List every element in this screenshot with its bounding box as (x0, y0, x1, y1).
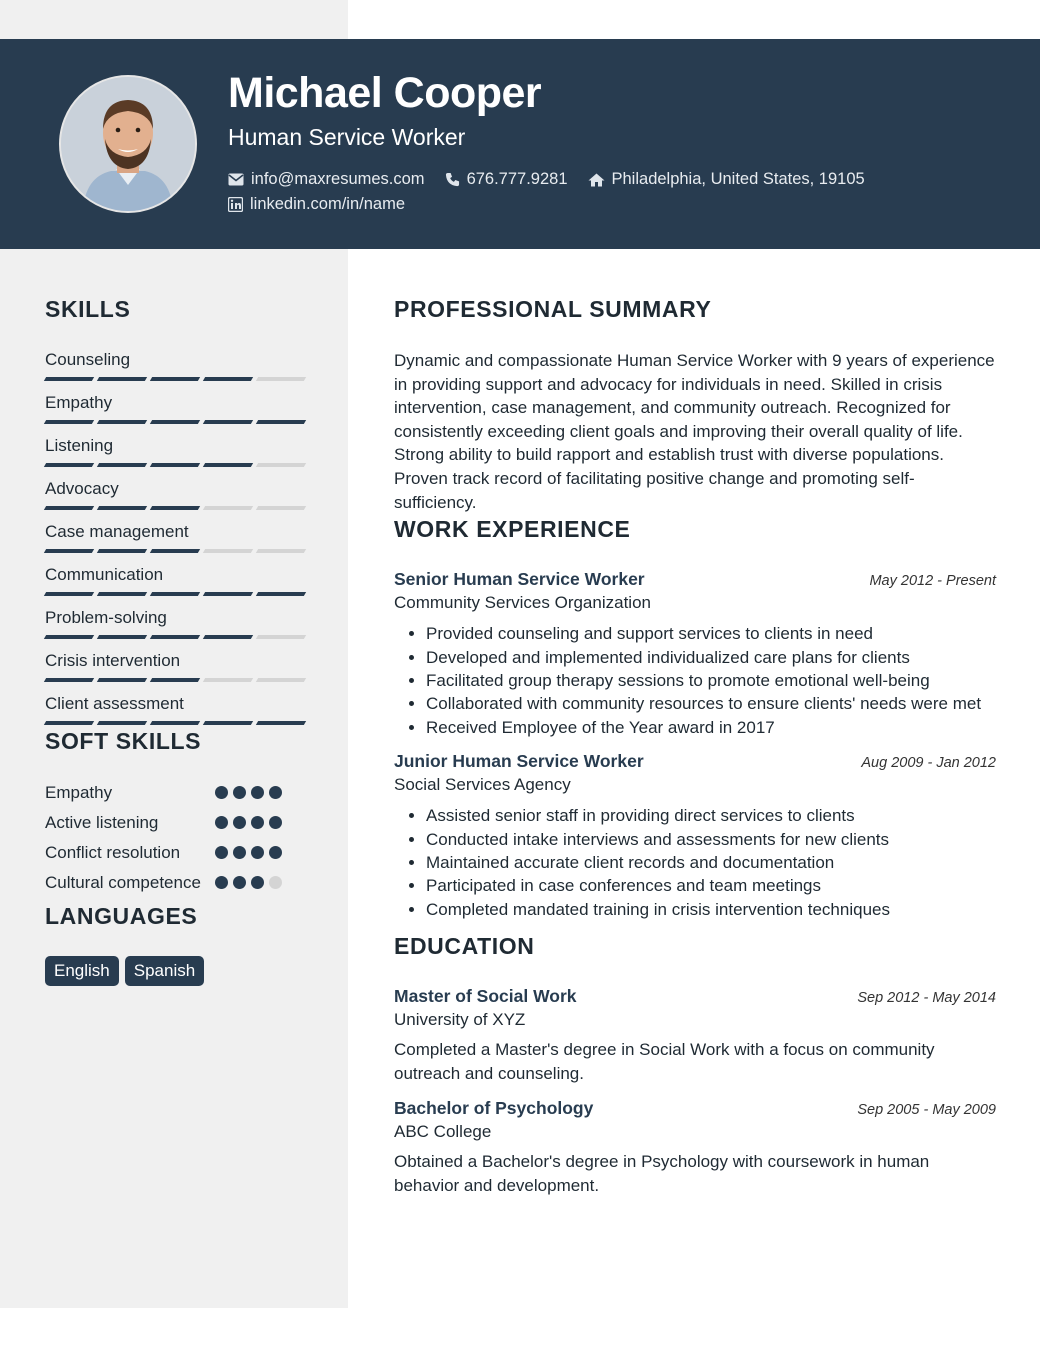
skill-item (45, 521, 305, 553)
contact-email[interactable] (228, 170, 425, 189)
phone-text: 676.777.9281 (466, 170, 568, 188)
experience-list (394, 569, 996, 921)
soft-skill-label: Conflict resolution (45, 843, 181, 862)
skill-level-segment (97, 463, 147, 467)
resume-header (0, 39, 1040, 249)
skills-list (45, 349, 305, 725)
skill-level-bar (45, 635, 305, 639)
skill-item (45, 693, 305, 725)
soft-skills-list (45, 781, 305, 895)
skill-level-bar (45, 549, 305, 553)
education-heading: EDUCATION (394, 933, 535, 960)
skill-level-segment (203, 678, 253, 682)
education-date: Sep 2012 - May 2014 (857, 990, 996, 1007)
skill-level-segment (256, 678, 306, 682)
skill-level-segment (203, 592, 253, 596)
skill-level-segment (44, 678, 94, 682)
skill-level-segment (203, 420, 253, 424)
job-bullets (394, 622, 996, 739)
job-entry (394, 751, 996, 921)
soft-skills-heading: SOFT SKILLS (45, 728, 202, 754)
skill-level-bar (45, 420, 305, 424)
skill-item (45, 650, 305, 682)
skill-level-bar (45, 592, 305, 596)
skill-level-segment (44, 635, 94, 639)
skill-item (45, 392, 305, 424)
soft-skill-dot (269, 876, 282, 889)
skill-item (45, 564, 305, 596)
degree-title: Master of Social Work (394, 986, 577, 1007)
skill-level-segment (44, 592, 94, 596)
soft-skill-dot (269, 846, 282, 859)
job-title: Senior Human Service Worker (394, 569, 645, 590)
soft-skill-dot (269, 786, 282, 799)
soft-skill-dot (215, 876, 228, 889)
skill-level-bar (45, 678, 305, 682)
skill-level-segment (203, 635, 253, 639)
skill-level-segment (256, 721, 306, 725)
linkedin-icon (228, 197, 243, 212)
skill-level-segment (44, 506, 94, 510)
soft-skill-dot (215, 816, 228, 829)
contact-location (588, 170, 865, 189)
job-header (394, 751, 996, 772)
job-bullet: • Received Employee of the Year award in 2017 (426, 716, 996, 739)
soft-skill-dots (215, 846, 305, 859)
soft-skill-dots (215, 786, 305, 799)
linkedin-text: linkedin.com/in/name (250, 195, 405, 213)
skill-level-segment (150, 721, 200, 725)
summary-text: Dynamic and compassionate Human Service Worker with 9 years of experience in providing support and advocacy for individuals in need. Skilled in crisis intervention, case management, and community outreach. Recognized for consistently exceeding client goals and improving their overall quality of life. Strong ability to build rapport and establish trust with diverse populations. Proven track record of facilitating positive change and promoting self-sufficiency. (394, 351, 995, 512)
skill-level-segment (44, 549, 94, 553)
soft-skill-dots (215, 816, 305, 829)
contact-linkedin[interactable] (228, 195, 405, 214)
summary-heading: PROFESSIONAL SUMMARY (394, 296, 712, 322)
languages-heading: LANGUAGES (45, 903, 198, 929)
skill-level-segment (203, 463, 253, 467)
skill-level-segment (97, 678, 147, 682)
job-bullet: • Participated in case conferences and team meetings (426, 874, 996, 897)
email-text: info@maxresumes.com (251, 170, 425, 188)
education-entry (394, 986, 996, 1086)
skill-level-segment (97, 635, 147, 639)
job-header (394, 569, 996, 590)
skill-label: Case management (45, 522, 189, 541)
skill-level-segment (256, 635, 306, 639)
skill-level-segment (256, 506, 306, 510)
soft-skill-dot (251, 816, 264, 829)
skill-level-segment (44, 463, 94, 467)
skill-label: Counseling (45, 350, 131, 369)
skill-level-segment (150, 506, 200, 510)
soft-skill-dot (233, 816, 246, 829)
skill-label: Crisis intervention (45, 651, 181, 670)
education-description: Obtained a Bachelor's degree in Psychology with coursework in human behavior and development. (394, 1152, 930, 1196)
soft-skill-item (45, 871, 305, 895)
soft-skill-label: Cultural competence (45, 873, 201, 892)
skill-level-segment (203, 549, 253, 553)
skill-level-segment (256, 592, 306, 596)
soft-skill-dot (233, 846, 246, 859)
skill-level-bar (45, 463, 305, 467)
job-bullet: • Maintained accurate client records and documentation (426, 851, 996, 874)
skill-level-segment (203, 506, 253, 510)
skill-level-segment (256, 377, 306, 381)
skill-level-segment (97, 420, 147, 424)
soft-skill-dot (215, 786, 228, 799)
soft-skill-label: Empathy (45, 783, 113, 802)
skill-level-segment (203, 377, 253, 381)
skill-label: Communication (45, 565, 164, 584)
school-name: University of XYZ (394, 1010, 526, 1030)
skill-level-bar (45, 721, 305, 725)
job-title: Junior Human Service Worker (394, 751, 644, 772)
skill-label: Empathy (45, 393, 113, 412)
job-bullet: • Provided counseling and support services to clients in need (426, 622, 996, 645)
job-entry (394, 569, 996, 739)
sidebar (45, 296, 305, 986)
skill-level-segment (256, 463, 306, 467)
degree-title: Bachelor of Psychology (394, 1098, 594, 1119)
candidate-name: Michael Cooper (228, 69, 542, 117)
skill-level-segment (150, 592, 200, 596)
skill-item (45, 478, 305, 510)
education-list (394, 986, 996, 1198)
soft-skill-label: Active listening (45, 813, 159, 832)
skill-level-segment (97, 592, 147, 596)
soft-skill-dot (269, 816, 282, 829)
job-bullet: • Developed and implemented individualized care plans for clients (426, 646, 996, 669)
job-company: Social Services Agency (394, 775, 571, 795)
skill-item (45, 349, 305, 381)
education-date: Sep 2005 - May 2009 (857, 1102, 996, 1119)
phone-icon (445, 172, 460, 187)
soft-skill-dot (251, 846, 264, 859)
skill-level-segment (44, 420, 94, 424)
skill-level-segment (97, 549, 147, 553)
skill-label: Client assessment (45, 694, 184, 713)
education-header (394, 986, 996, 1007)
skill-label: Problem-solving (45, 608, 167, 627)
job-bullet: • Collaborated with community resources to ensure clients' needs were met (426, 692, 996, 715)
school-name: ABC College (394, 1122, 492, 1142)
skill-level-segment (150, 377, 200, 381)
education-header (394, 1098, 996, 1119)
skill-level-segment (256, 420, 306, 424)
job-date: Aug 2009 - Jan 2012 (861, 755, 996, 772)
job-date: May 2012 - Present (869, 573, 996, 590)
main-content (394, 296, 996, 1210)
languages-list (45, 956, 305, 986)
skill-level-segment (150, 678, 200, 682)
soft-skill-item (45, 811, 305, 835)
education-description: Completed a Master's degree in Social Work with a focus on community outreach and counseling. (394, 1040, 935, 1084)
soft-skill-dot (233, 876, 246, 889)
envelope-icon (228, 173, 244, 186)
profile-photo (61, 77, 195, 211)
skill-level-segment (203, 721, 253, 725)
skills-heading: SKILLS (45, 296, 131, 322)
language-badge: English (45, 956, 119, 986)
candidate-title: Human Service Worker (228, 124, 466, 150)
skill-level-segment (256, 549, 306, 553)
skill-level-segment (97, 506, 147, 510)
education-entry (394, 1098, 996, 1198)
contact-phone[interactable] (445, 170, 568, 189)
skill-label: Advocacy (45, 479, 119, 498)
skill-level-segment (44, 721, 94, 725)
avatar (59, 75, 197, 213)
soft-skill-dot (215, 846, 228, 859)
skill-level-segment (150, 635, 200, 639)
skill-item (45, 435, 305, 467)
skill-level-segment (150, 549, 200, 553)
skill-level-segment (150, 420, 200, 424)
location-text: Philadelphia, United States, 19105 (611, 170, 865, 188)
home-icon (588, 173, 605, 187)
skill-item (45, 607, 305, 639)
soft-skill-dots (215, 876, 305, 889)
soft-skill-dot (251, 786, 264, 799)
skill-level-segment (97, 721, 147, 725)
job-company: Community Services Organization (394, 593, 651, 613)
skill-level-segment (150, 463, 200, 467)
contact-info (228, 167, 885, 217)
experience-heading: WORK EXPERIENCE (394, 516, 631, 543)
skill-level-bar (45, 506, 305, 510)
skill-level-bar (45, 377, 305, 381)
skill-level-segment (97, 377, 147, 381)
job-bullet: • Facilitated group therapy sessions to promote emotional well-being (426, 669, 996, 692)
soft-skill-dot (251, 876, 264, 889)
soft-skill-item (45, 781, 305, 805)
job-bullet: • Conducted intake interviews and assessments for new clients (426, 828, 996, 851)
soft-skill-item (45, 841, 305, 865)
skill-label: Listening (45, 436, 114, 455)
skill-level-segment (44, 377, 94, 381)
soft-skill-dot (233, 786, 246, 799)
language-badge: Spanish (125, 956, 204, 986)
job-bullets (394, 804, 996, 921)
job-bullet: • Completed mandated training in crisis intervention techniques (426, 898, 996, 921)
job-bullet: • Assisted senior staff in providing direct services to clients (426, 804, 996, 827)
